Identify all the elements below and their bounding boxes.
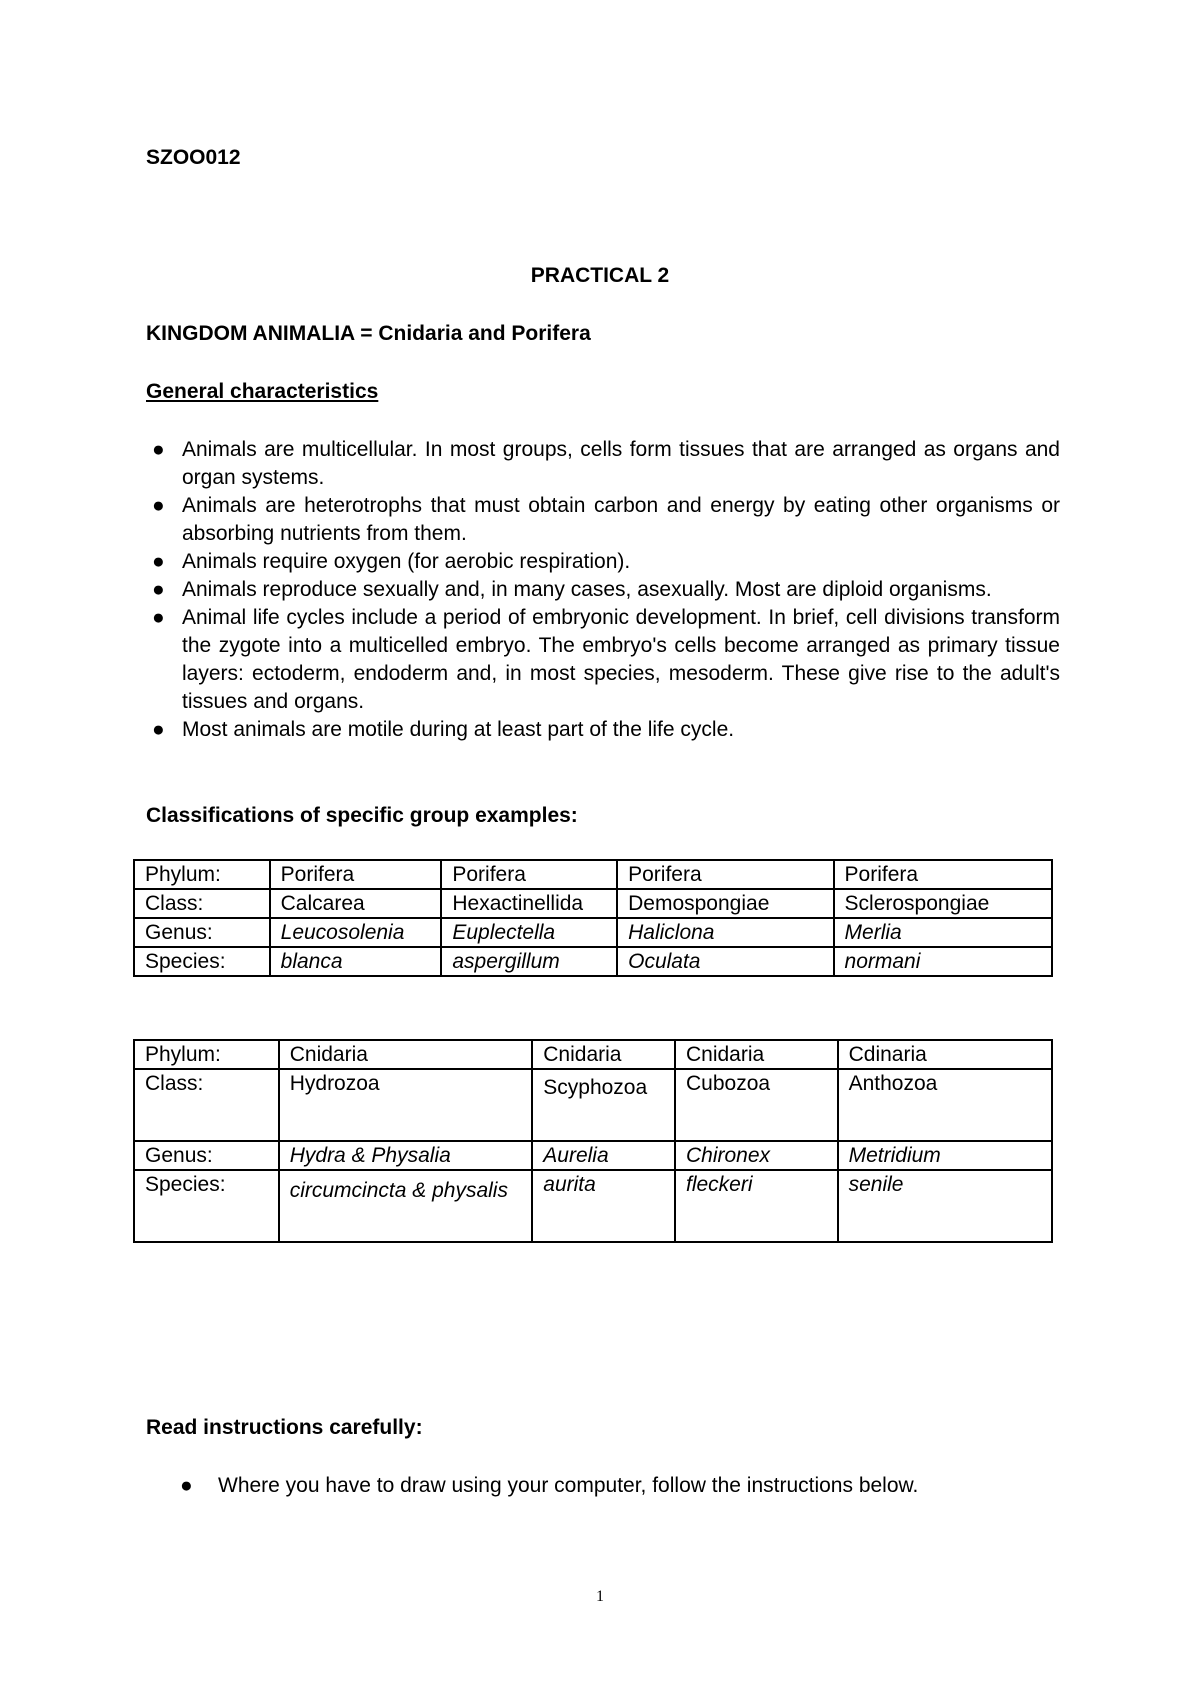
table-cell: Scyphozoa	[532, 1069, 675, 1141]
table-cell: aspergillum	[441, 947, 617, 976]
bullet-icon: ●	[180, 1474, 193, 1497]
bullet-icon: ●	[152, 438, 165, 461]
row-label: Genus:	[134, 1141, 279, 1170]
row-label: Species:	[134, 1170, 279, 1242]
row-label: Phylum:	[134, 1040, 279, 1069]
table-cell: normani	[834, 947, 1052, 976]
table-cell: Aurelia	[532, 1141, 675, 1170]
classifications-heading: Classifications of specific group examples:	[146, 804, 578, 827]
table-cell: Haliclona	[617, 918, 833, 947]
table-cell: Sclerospongiae	[834, 889, 1052, 918]
bullet-icon: ●	[152, 494, 165, 517]
table-cell: blanca	[270, 947, 442, 976]
table-cell: Cubozoa	[675, 1069, 838, 1141]
row-label: Class:	[134, 889, 270, 918]
table-cell: Porifera	[617, 860, 833, 889]
table-cell: Cdinaria	[838, 1040, 1052, 1069]
cnidaria-table	[133, 1039, 1053, 1243]
row-label: Class:	[134, 1069, 279, 1141]
table-cell: Merlia	[834, 918, 1052, 947]
bullet-icon: ●	[152, 718, 165, 741]
table-cell: Hydrozoa	[279, 1069, 533, 1141]
instructions-list	[180, 1474, 918, 1498]
list-item: ● Animal life cycles include a period of embryonic development. In brief, cell divisions transform the zygote into a multicelled embryo. The embryo's cells become arranged as primary tissue layers: ectoderm, endoderm and, in most species, mesoderm. These give rise to the adult's tissues and organs.	[152, 606, 1060, 713]
table-row	[134, 947, 1052, 976]
table-row	[134, 918, 1052, 947]
table-cell: Calcarea	[270, 889, 442, 918]
table-cell: Leucosolenia	[270, 918, 442, 947]
table-cell: circumcincta & physalis	[279, 1170, 533, 1242]
list-item: ● Animals require oxygen (for aerobic respiration).	[146, 548, 1060, 576]
practical-title: PRACTICAL 2	[530, 264, 670, 287]
general-characteristics-heading: General characteristics	[146, 380, 379, 403]
table-cell: Chironex	[675, 1141, 838, 1170]
table-cell: Cnidaria	[279, 1040, 533, 1069]
table-cell: Porifera	[270, 860, 442, 889]
table-row	[134, 889, 1052, 918]
list-item: ● Where you have to draw using your computer, follow the instructions below.	[180, 1474, 919, 1497]
table-cell: Metridium	[838, 1141, 1052, 1170]
row-label: Species:	[134, 947, 270, 976]
course-code: SZOO012	[146, 146, 241, 169]
table-cell: Anthozoa	[838, 1069, 1052, 1141]
table-cell: Hexactinellida	[441, 889, 617, 918]
table-cell: fleckeri	[675, 1170, 838, 1242]
table-cell: Porifera	[441, 860, 617, 889]
bullet-icon: ●	[152, 606, 165, 629]
table-cell: Euplectella	[441, 918, 617, 947]
row-label: Phylum:	[134, 860, 270, 889]
porifera-table	[133, 859, 1053, 977]
table-row	[134, 1069, 1052, 1141]
table-row	[134, 1170, 1052, 1242]
bullet-icon: ●	[152, 550, 165, 573]
page-number: 1	[596, 1588, 604, 1605]
table-cell: Oculata	[617, 947, 833, 976]
list-item: ● Animals are heterotrophs that must obtain carbon and energy by eating other organisms or absorbing nutrients from them.	[152, 494, 1060, 545]
list-item: ● Most animals are motile during at least part of the life cycle.	[146, 716, 1060, 744]
table-cell: aurita	[532, 1170, 675, 1242]
table-cell: Cnidaria	[532, 1040, 675, 1069]
table-row	[134, 1040, 1052, 1069]
table-cell: senile	[838, 1170, 1052, 1242]
list-item: ● Animals reproduce sexually and, in many cases, asexually. Most are diploid organisms.	[146, 576, 1060, 604]
table-cell: Hydra & Physalia	[279, 1141, 533, 1170]
bullet-icon: ●	[152, 578, 165, 601]
list-item: ● Animals are multicellular. In most groups, cells form tissues that are arranged as organs and organ systems.	[152, 438, 1060, 489]
table-cell: Demospongiae	[617, 889, 833, 918]
characteristics-list	[146, 436, 1060, 744]
table-cell: Porifera	[834, 860, 1052, 889]
table-row	[134, 860, 1052, 889]
kingdom-heading: KINGDOM ANIMALIA = Cnidaria and Porifera	[146, 322, 591, 345]
table-row	[134, 1141, 1052, 1170]
row-label: Genus:	[134, 918, 270, 947]
instructions-heading: Read instructions carefully:	[146, 1416, 423, 1439]
table-cell: Cnidaria	[675, 1040, 838, 1069]
